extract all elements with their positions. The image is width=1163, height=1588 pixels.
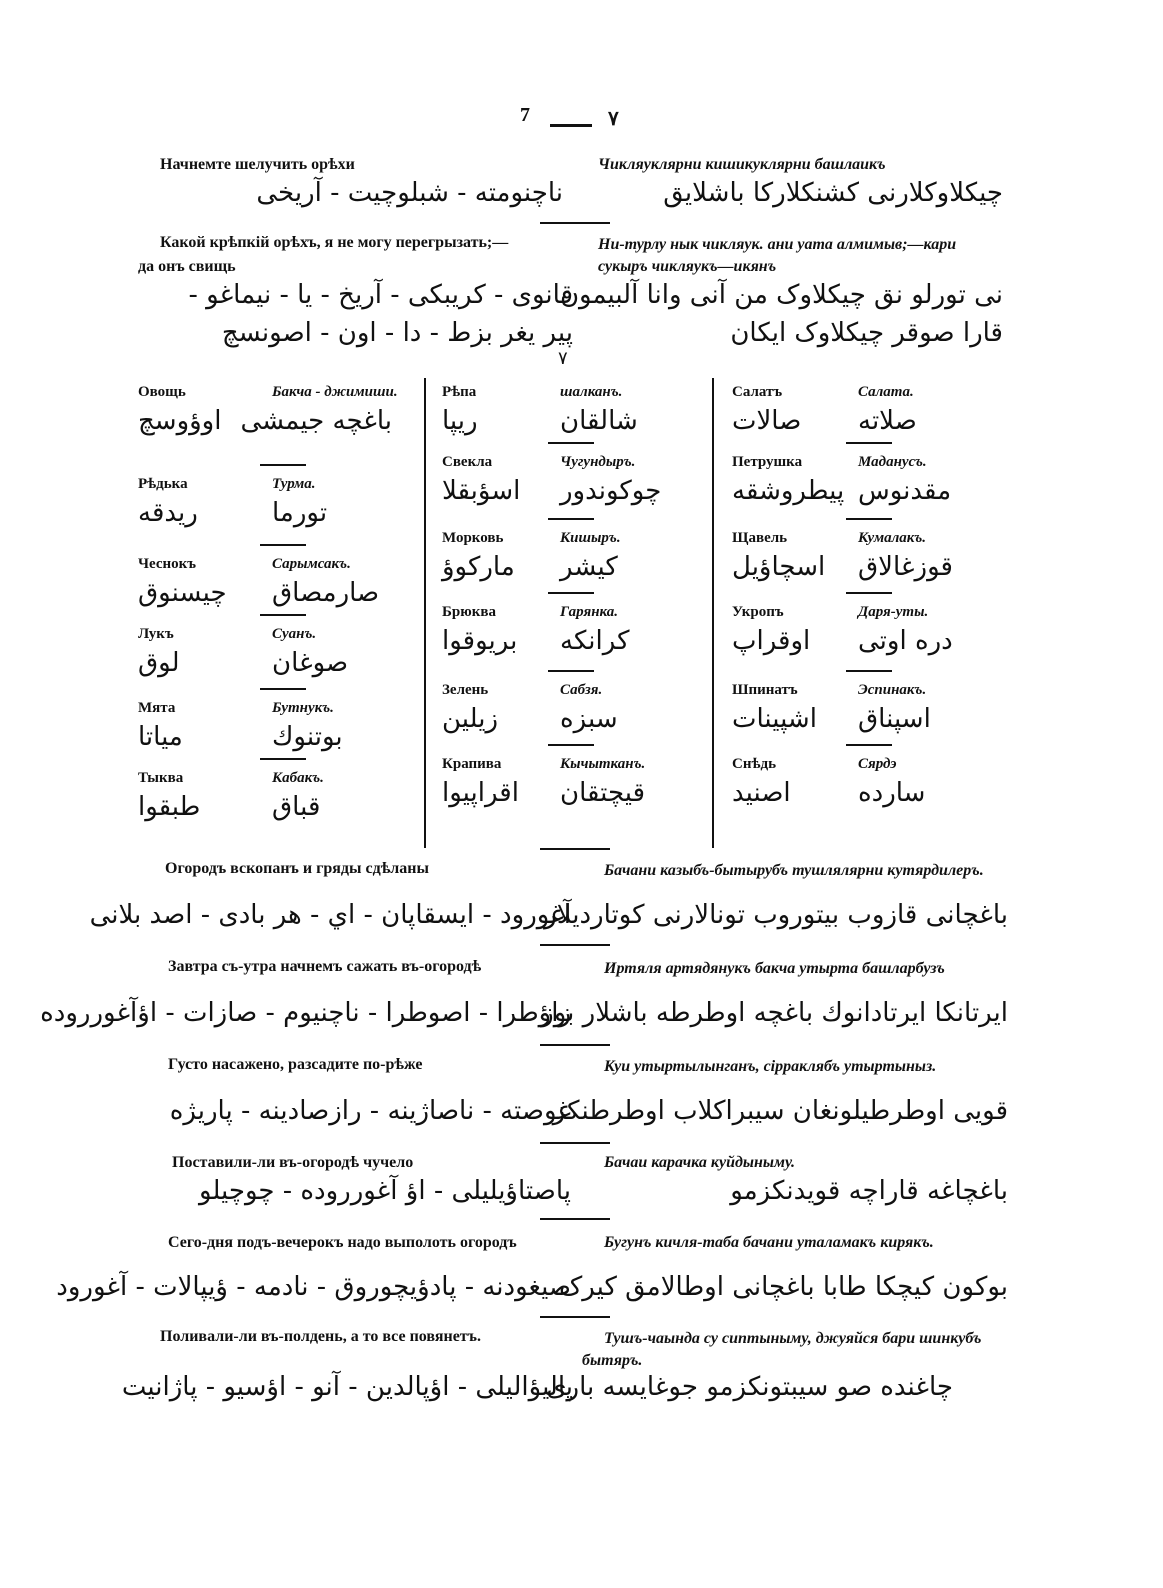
intro-2-tr: Ни-турлу нык чикляук. ани уата алмимыв;—кари сукыръ чикляукъ—икянъ bbox=[598, 236, 957, 275]
vegetable-ar-ru: صالات bbox=[732, 406, 802, 436]
intro-2-ru: Какой крѣпкій орѣхъ, я не могу перегрызать;— bbox=[160, 234, 509, 251]
vegetable-ru-name: Рѣпа bbox=[442, 384, 477, 400]
vegetable-ar-tr: قباق bbox=[272, 792, 321, 822]
intro-2-ar-ru: قانوی - کريبکی - آريخ - يا - نيماغو - bbox=[188, 280, 573, 310]
phrase-2-tr: Иртяля артядянукъ бакча утырта башларбузъ bbox=[604, 960, 945, 977]
vegetable-tr-name: Салата. bbox=[858, 384, 914, 400]
vegetable-tr-name: Эспинакъ. bbox=[858, 682, 927, 698]
vegetable-ar-tr: تورما bbox=[272, 498, 328, 528]
cell-divider bbox=[846, 442, 892, 444]
vegetable-ar-ru: زيلين bbox=[442, 704, 499, 734]
vegetable-ar-ru: چيسنوق bbox=[138, 578, 227, 608]
intro-1-ru: Начнемте шелучить орѣхи bbox=[160, 156, 355, 173]
page-number-dash bbox=[550, 124, 592, 127]
phrase-6-ar: چاغنده صو سيبتونکزمو جوغايسه باری bbox=[546, 1372, 953, 1402]
vegetable-ar-tr: قيچتقان bbox=[560, 778, 646, 808]
vegetable-ar-ru: مياتا bbox=[138, 722, 183, 752]
vegetable-tr-name: Бутнукъ. bbox=[272, 700, 334, 716]
vegetable-ar-ru: ريدقه bbox=[138, 498, 198, 528]
cell-divider bbox=[548, 670, 594, 672]
vegetable-ar-ru: مارکوؤ bbox=[442, 552, 515, 582]
column-divider-2 bbox=[712, 378, 714, 848]
vegetable-ru-name: Шпинатъ bbox=[732, 682, 798, 698]
vegetable-ar-ru: ريپا bbox=[442, 406, 478, 436]
phrase-1-ar: باغچانی قازوب بيتوروب تونالارنی کوتارديلار bbox=[544, 900, 1008, 930]
phrase-5-tr: Бугунъ кичля-таба бачани уталамакъ кирякъ. bbox=[604, 1234, 934, 1251]
intro-1-tr: Чикляуклярни кишикуклярни башлаикъ bbox=[598, 156, 886, 173]
divider bbox=[540, 944, 610, 946]
phrase-1-tr: Бачани казыбъ-бытырубъ тушлялярни кутярдилеръ. bbox=[604, 862, 984, 879]
vegetable-ru-name: Брюква bbox=[442, 604, 496, 620]
phrase-6-tr: Тушъ-чаында су сиптыныму, джуяйся бари шинкубъ бытяръ. bbox=[582, 1330, 982, 1369]
vegetable-ru-name: Лукъ bbox=[138, 626, 174, 642]
vegetable-ar-ru: اشپينات bbox=[732, 704, 817, 734]
vegetable-ar-tr: چوکوندور bbox=[560, 476, 662, 506]
cell-divider bbox=[260, 688, 306, 690]
vegetable-ar-ru: اوقراپ bbox=[732, 626, 811, 656]
vegetable-ru-name: Щавель bbox=[732, 530, 788, 546]
phrase-2-ru: Завтра съ-утра начнемъ сажать въ-огородѣ bbox=[168, 958, 482, 975]
vegetable-ar-ru: بريوقوا bbox=[442, 626, 518, 656]
vegetable-ar-tr: کيشر bbox=[560, 552, 618, 582]
vegetable-ar-ru: اسچاؤيل bbox=[732, 552, 826, 582]
intro-2-ru-cont: да онъ свищь bbox=[138, 258, 236, 275]
vegetable-ar-tr: اسپناق bbox=[858, 704, 931, 734]
cell-divider bbox=[548, 592, 594, 594]
vegetable-tr-name: Бакча - джимиши. bbox=[272, 384, 398, 400]
vegetable-tr-name: Кумалакъ. bbox=[858, 530, 927, 546]
phrase-4-tr: Бачаи карачка куйдыныму. bbox=[604, 1154, 796, 1171]
phrase-4-ar: باغچاغه قاراچه قويدنکزمو bbox=[730, 1176, 1008, 1206]
vegetable-ar-tr: قوزغالاق bbox=[858, 552, 953, 582]
vegetable-ar-ru: طبقوا bbox=[138, 792, 201, 822]
cell-divider bbox=[846, 744, 892, 746]
vegetable-ru-name: Тыква bbox=[138, 770, 184, 786]
vegetable-ru-name: Зелень bbox=[442, 682, 489, 698]
phrase-3-ru: Густо насажено, разсадите по-рѣже bbox=[168, 1056, 423, 1073]
page-number-right: ٧ bbox=[608, 108, 619, 130]
vegetable-ar-tr: باغچه جيمشی bbox=[240, 406, 392, 436]
divider bbox=[540, 222, 610, 224]
phrase-4-ar-ru: پاصتاؤيليلی - اؤ آغورروده - چوچيلو bbox=[199, 1176, 571, 1206]
cell-divider bbox=[846, 670, 892, 672]
intro-2-ar-tr-cont: قارا صوقر چيکلاوک ايکان bbox=[730, 318, 1003, 348]
vegetable-tr-name: Даря-уты. bbox=[858, 604, 929, 620]
vegetable-tr-name: шалканъ. bbox=[560, 384, 623, 400]
vegetable-ar-tr: سبزه bbox=[560, 704, 618, 734]
vegetable-ar-ru: اقراپيوا bbox=[442, 778, 519, 808]
phrase-1-ar-ru: آغورود - ايسقاپان - اي - هر بادی - اصد بلانی bbox=[89, 900, 571, 930]
vegetable-ar-tr: کرانکه bbox=[560, 626, 630, 656]
cell-divider bbox=[260, 614, 306, 616]
vegetable-ru-name: Рѣдька bbox=[138, 476, 188, 492]
phrase-3-ar: قويی اوطرطيلونغان سيبراکلاب اوطرطنکز bbox=[552, 1096, 1008, 1126]
vegetable-ar-tr: صلاته bbox=[858, 406, 917, 436]
vegetable-ar-ru: اسؤبقلا bbox=[442, 476, 521, 506]
vegetable-ar-tr: سارده bbox=[858, 778, 926, 808]
divider bbox=[540, 1142, 610, 1144]
table-marker: ٧ bbox=[558, 348, 568, 369]
intro-1-ar-tr: چيکلاوکلارنی کشنکلارکا باشلايق bbox=[663, 178, 1003, 208]
intro-2-ar-ru-cont: پير يغر بزط - دا - اون - اصونسچ bbox=[221, 318, 573, 348]
vegetable-tr-name: Сярдэ bbox=[858, 756, 897, 772]
vegetable-tr-name: Гарянка. bbox=[560, 604, 619, 620]
vegetable-tr-name: Сабзя. bbox=[560, 682, 603, 698]
vegetable-tr-name: Кишыръ. bbox=[560, 530, 621, 546]
phrase-2-ar-ru: زاؤطرا - اصوطرا - ناچنيوم - صازات - اؤآغورروده bbox=[40, 998, 571, 1028]
vegetable-tr-name: Кабакъ. bbox=[272, 770, 324, 786]
cell-divider bbox=[548, 744, 594, 746]
vegetable-ar-tr: مقدنوس bbox=[858, 476, 952, 506]
phrase-5-ar: بوکون کيچکا طابا باغچانی اوطالامق کيرک bbox=[559, 1272, 1008, 1302]
vegetable-ru-name: Снѣдь bbox=[732, 756, 776, 772]
cell-divider bbox=[260, 464, 306, 466]
cell-divider bbox=[846, 518, 892, 520]
phrase-6-ar-ru: پاليؤاليلی - اؤپالدين - آنو - اؤسيو - پاژانيت bbox=[121, 1372, 573, 1402]
phrase-3-tr: Куи утыртылынганъ, сірраклябъ утыртыныз. bbox=[604, 1058, 937, 1075]
divider bbox=[540, 1316, 610, 1318]
vegetable-ar-tr: صوغان bbox=[272, 648, 349, 678]
phrase-6-ru: Поливали-ли въ-полдень, а то все повянетъ. bbox=[160, 1328, 481, 1345]
vegetable-ru-name: Салатъ bbox=[732, 384, 783, 400]
cell-divider bbox=[260, 544, 306, 546]
phrase-1-ru: Огородъ вскопанъ и гряды сдѣланы bbox=[165, 860, 429, 877]
column-divider-1 bbox=[424, 378, 426, 848]
intro-1-ar-ru: ناچنومته - شبلوچيت - آريخی bbox=[256, 178, 563, 208]
vegetable-ru-name: Петрушка bbox=[732, 454, 803, 470]
cell-divider bbox=[260, 758, 306, 760]
divider bbox=[540, 848, 610, 850]
divider bbox=[540, 1218, 610, 1220]
phrase-3-ar-ru: غوصته - ناصاژينه - رازصادينه - پاريژه bbox=[169, 1096, 571, 1126]
vegetable-ru-name: Свекла bbox=[442, 454, 493, 470]
phrase-5-ru: Сего-дня подъ-вечерокъ надо выполоть огородъ bbox=[168, 1234, 517, 1251]
vegetable-ar-ru: پيطروشقه bbox=[732, 476, 845, 506]
vegetable-ru-name: Чеснокъ bbox=[138, 556, 197, 572]
vegetable-tr-name: Суанъ. bbox=[272, 626, 317, 642]
vegetable-ar-ru: اصنيد bbox=[732, 778, 791, 808]
vegetable-ar-tr: صارمصاق bbox=[272, 578, 380, 608]
vegetable-ru-name: Укропъ bbox=[732, 604, 784, 620]
vegetable-ru-name: Крапива bbox=[442, 756, 502, 772]
vegetable-tr-name: Турма. bbox=[272, 476, 316, 492]
cell-divider bbox=[548, 442, 594, 444]
vegetable-ar-ru: اوؤوسچ bbox=[138, 406, 222, 436]
cell-divider bbox=[548, 518, 594, 520]
phrase-4-ru: Поставили-ли въ-огородѣ чучело bbox=[172, 1154, 414, 1171]
vegetable-ru-name: Овощь bbox=[138, 384, 186, 400]
vegetable-ru-name: Морковь bbox=[442, 530, 504, 546]
vegetable-tr-name: Кычытканъ. bbox=[560, 756, 646, 772]
vegetable-ar-tr: دره اوتی bbox=[858, 626, 953, 656]
intro-2-ar-tr: نی تورلو نق چيکلاوک من آنی وانا آلبيمون bbox=[559, 280, 1003, 310]
page-number-left: 7 bbox=[520, 104, 530, 126]
phrase-5-ar-ru: صيغودنه - پادؤيچوروق - نادمه - ؤيپالات - آغورود bbox=[56, 1272, 571, 1302]
vegetable-tr-name: Чугундыръ. bbox=[560, 454, 636, 470]
phrase-2-ar: ايرتانکا ايرتادانوك باغچه اوطرطه باشلار بوز bbox=[541, 998, 1008, 1028]
vegetable-ar-tr: بوتنوك bbox=[272, 722, 343, 752]
vegetable-tr-name: Сарымсакъ. bbox=[272, 556, 351, 572]
vegetable-ru-name: Мята bbox=[138, 700, 176, 716]
divider bbox=[540, 1044, 610, 1046]
cell-divider bbox=[846, 592, 892, 594]
vegetable-ar-tr: شالقان bbox=[560, 406, 638, 436]
vegetable-ar-ru: لوق bbox=[138, 648, 180, 678]
vegetable-tr-name: Маданусъ. bbox=[858, 454, 927, 470]
